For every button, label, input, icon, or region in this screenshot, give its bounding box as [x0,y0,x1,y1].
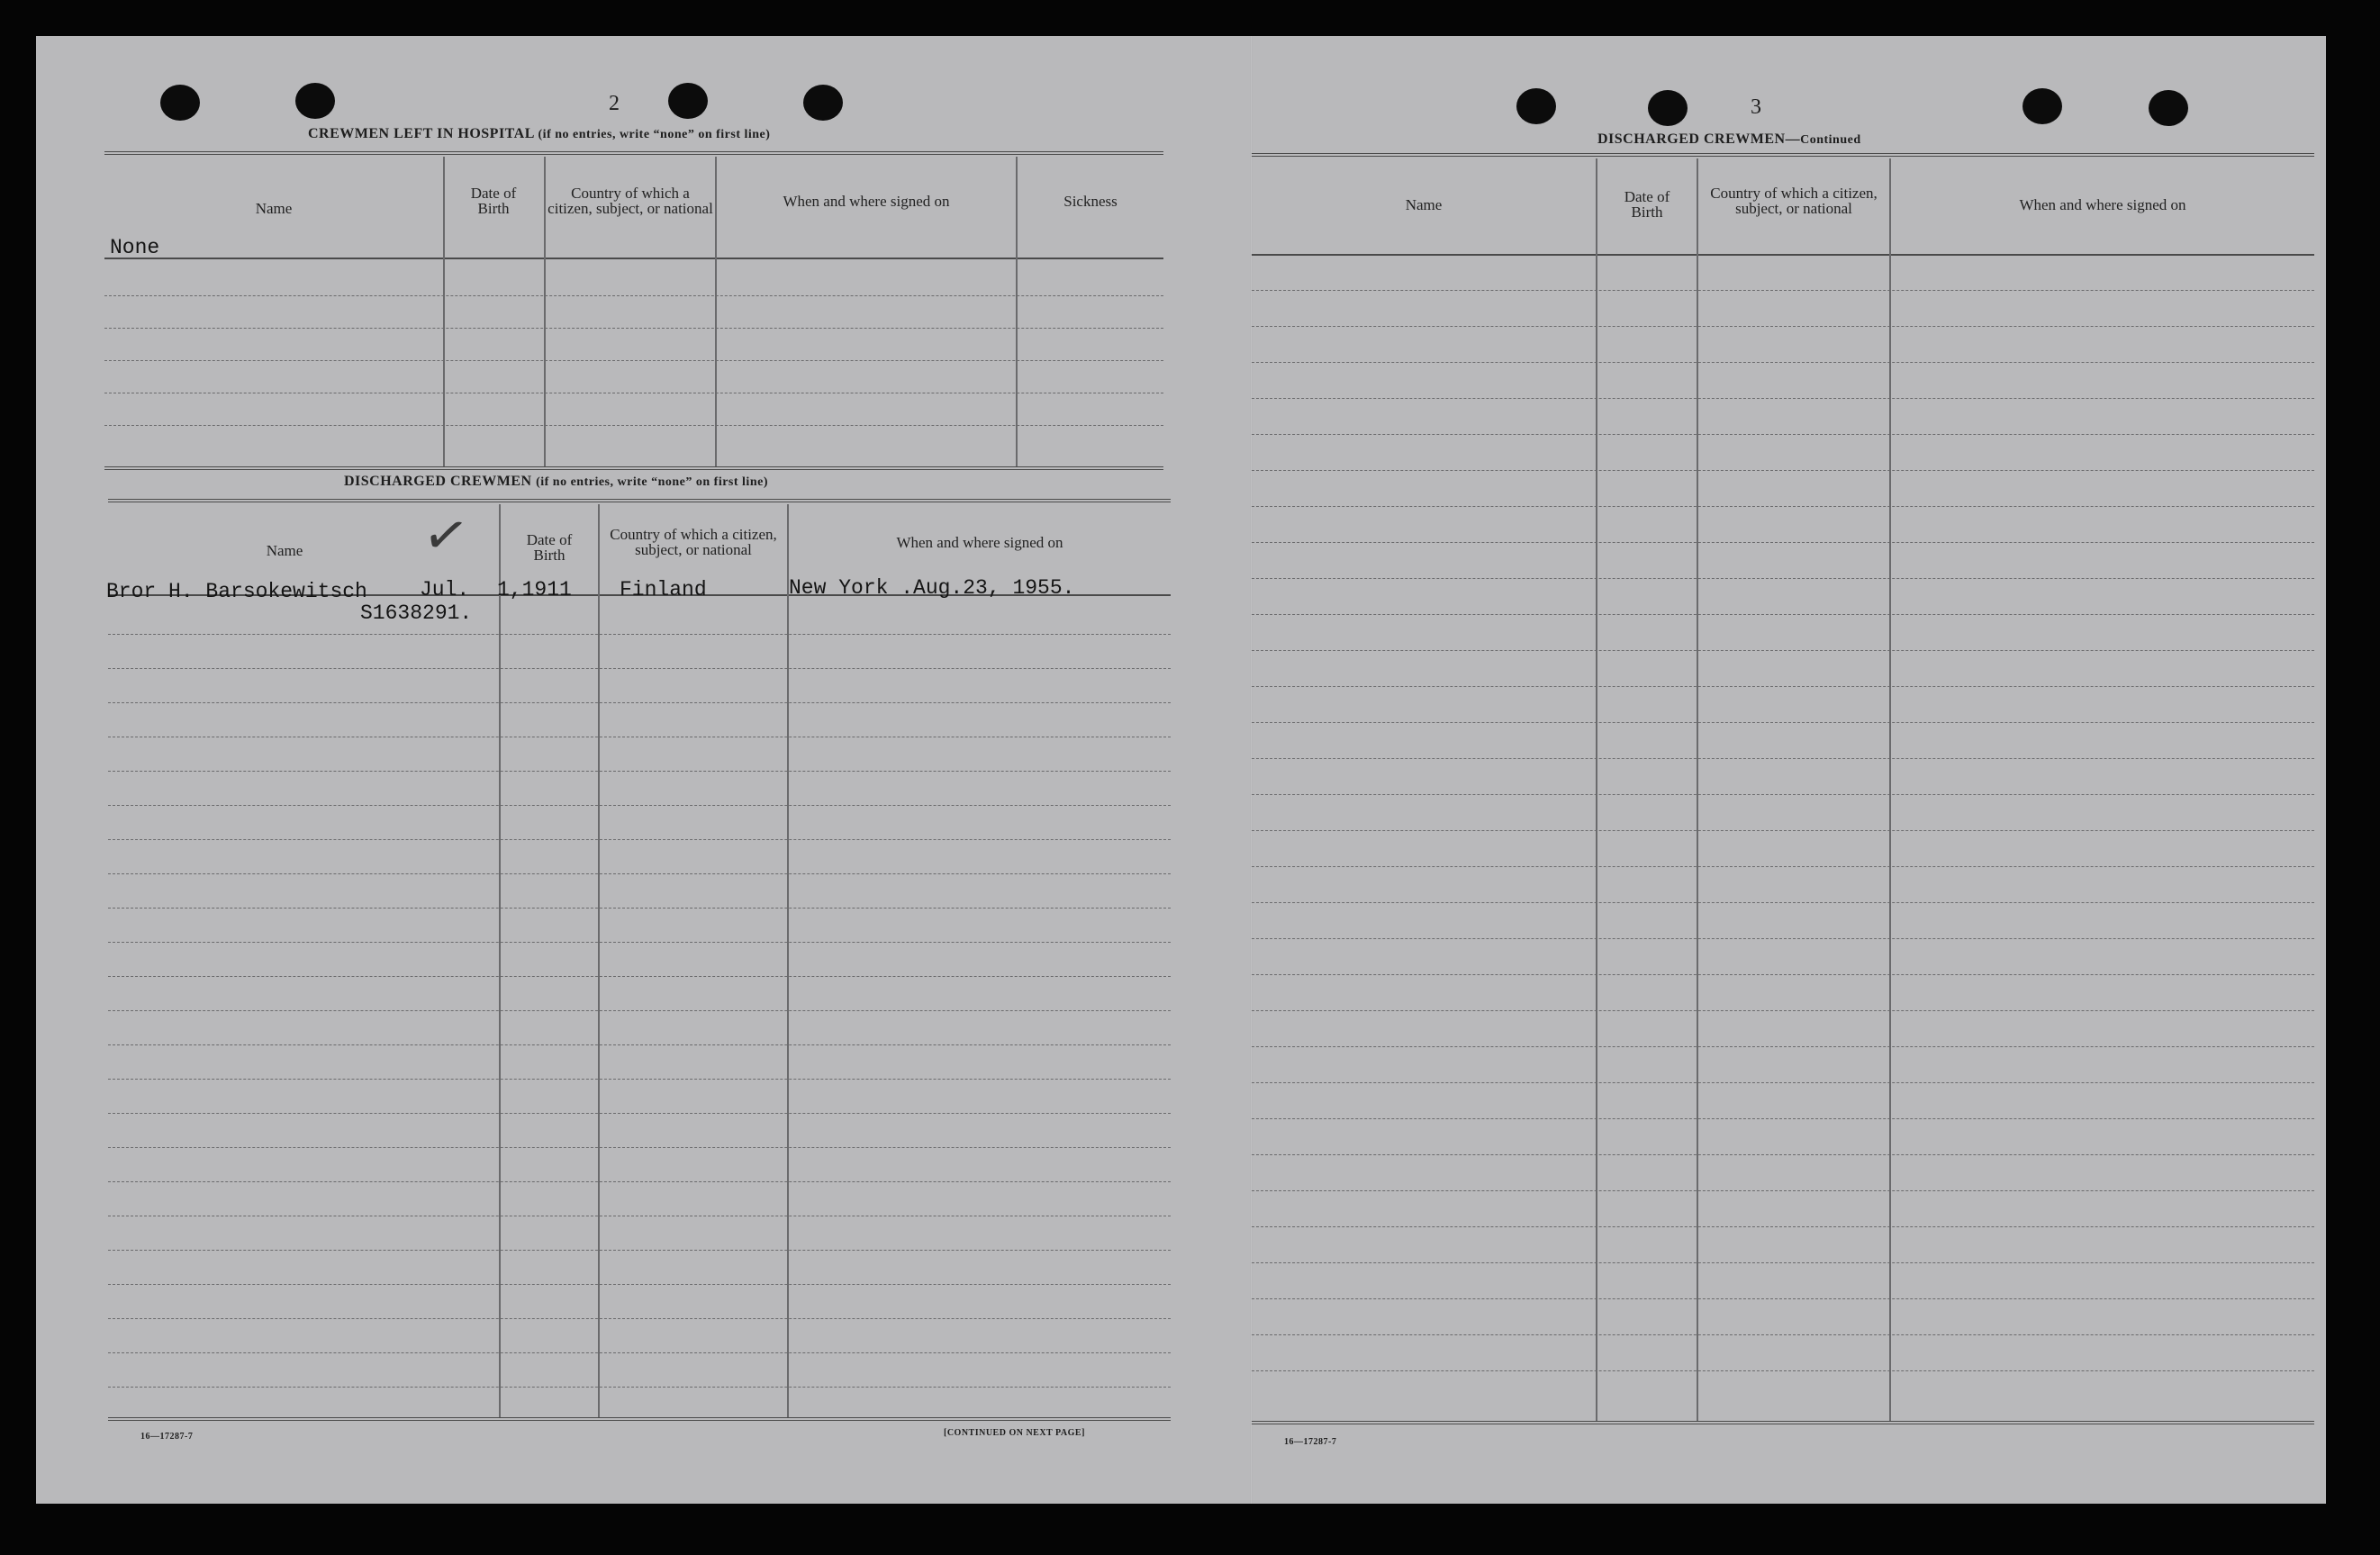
hospital-section-title [308,126,770,142]
punch-hole [295,83,335,119]
continued-header-name: Name [1405,195,1443,213]
hospital-entry-none: None [110,236,160,259]
continued-title-text: DISCHARGED CREWMEN— [1597,131,1801,147]
page-number: 3 [1751,95,1761,119]
form-number: 16—17287-7 [1284,1437,1337,1447]
hospital-table [104,151,1163,477]
punch-hole [160,85,200,121]
page-number: 2 [609,92,620,115]
hospital-header-signed-on: When and where signed on [783,192,950,210]
punch-hole [2023,88,2062,124]
discharged-header-name: Name [266,541,303,559]
hospital-header-sickness: Sickness [1063,192,1118,210]
check-mark-icon: ✓ [418,501,474,571]
crewman-birth-prefix: Jul. [420,578,470,601]
continued-header-country: Country of which a citizen, subject, or national [1710,185,1878,217]
discharged-header-dob: Date of Birth [526,531,573,564]
hospital-header-country: Country of which a citizen, subject, or national [547,185,713,217]
continued-note: [CONTINUED ON NEXT PAGE] [944,1428,1085,1438]
punch-hole [803,85,843,121]
discharged-section-title [344,474,768,490]
discharged-header-signed-on: When and where signed on [896,533,1063,551]
form-number: 16—17287-7 [140,1432,194,1442]
punch-hole [1648,90,1688,126]
punch-hole [668,83,708,119]
discharged-continued-table [1252,153,2314,1459]
discharged-table [108,499,1171,1462]
document-sheet [36,36,2326,1504]
discharged-header-country: Country of which a citizen, subject, or national [610,526,777,558]
continued-header-dob: Date of Birth [1624,188,1670,221]
crewman-country: Finland [620,578,707,601]
continued-header-signed-on: When and where signed on [2019,195,2186,213]
crewman-name: Bror H. Barsokewitsch [106,580,367,603]
discharged-title-text: DISCHARGED CREWMEN [344,474,532,489]
discharged-instruction: (if no entries, write “none” on first line) [536,475,768,489]
continued-title-suffix: Continued [1800,133,1861,147]
hospital-instruction: (if no entries, write “none” on first line) [538,128,771,141]
hospital-title-text: CREWMEN LEFT IN HOSPITAL [308,126,535,141]
punch-hole [2149,90,2188,126]
hospital-header-name: Name [255,199,293,217]
crewman-id-number: S1638291. [360,601,473,625]
punch-hole [1516,88,1556,124]
crewman-birth-date: 1,1911 [497,578,572,601]
hospital-header-dob: Date of Birth [470,185,517,217]
continued-section-title [1597,131,1861,148]
crewman-signed-on: New York .Aug.23, 1955. [789,576,1075,600]
